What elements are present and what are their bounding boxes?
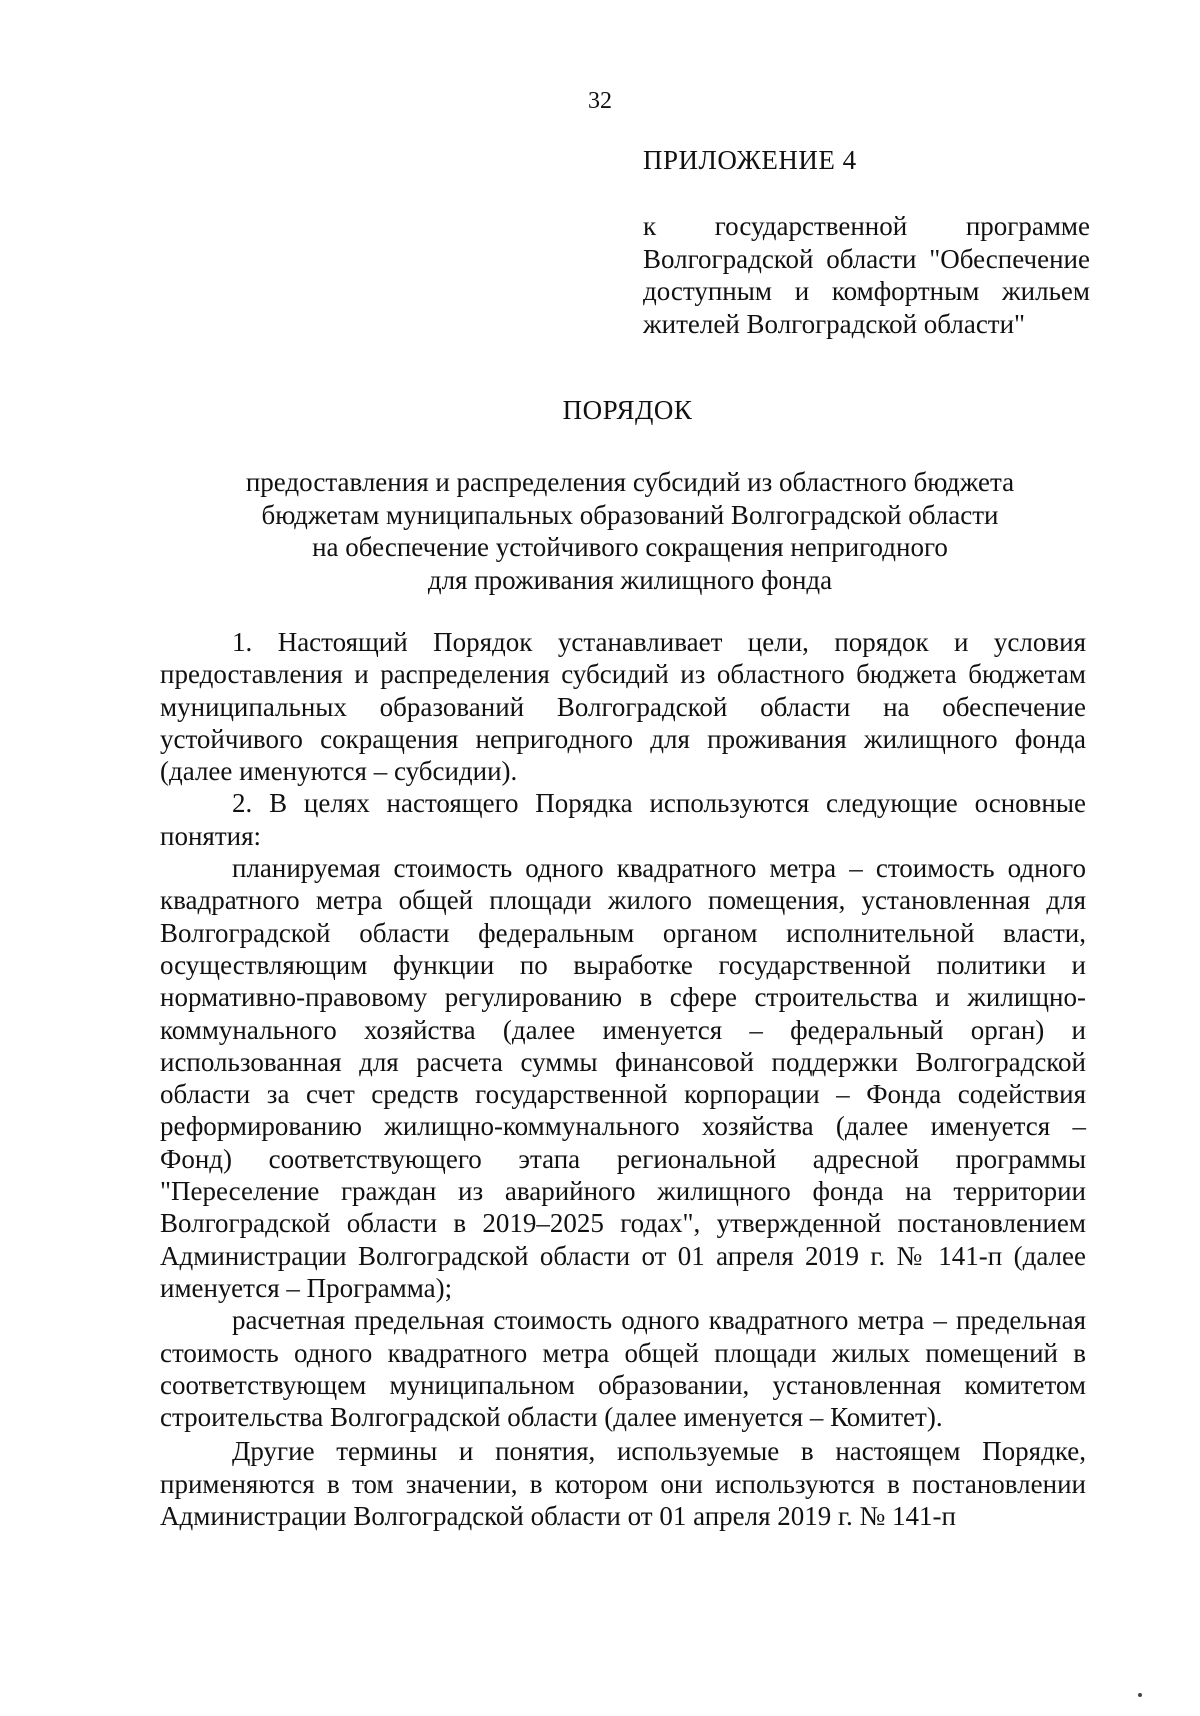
document-title: ПОРЯДОК	[562, 395, 693, 425]
definition-planned-cost: планируемая стоимость одного квадратного метра – стоимость одного квадратного метра общей площади жилого помещения, установленная для Волгоградской области федеральным органом исполнительной власти, осуществляющим функции по выработке государственной политики и нормативно-правовому регулированию в сфере строительства и жилищно-коммунального хозяйства (далее именуется – федеральный орган) и использованная для расчета суммы финансовой поддержки Волгоградской области за счет средств государственной корпорации – Фонда содействия реформированию жилищно-коммунального хозяйства (далее именуется – Фонд) соответствующего этапа региональной адресной программы "Переселение граждан из аварийного жилищного фонда на территории Волгоградской области в 2019–2025 годах", утвержденной постановлением Администрации Волгоградской области от 01 апреля 2019 г. № 141-п (далее именуется – Программа);	[160, 853, 1086, 1303]
document-subtitle	[160, 466, 1100, 596]
scan-dot	[1138, 1693, 1142, 1697]
page-number: 32	[588, 88, 612, 114]
subtitle-line: на обеспечение устойчивого сокращения непригодного	[312, 532, 948, 562]
paragraph-2: 2. В целях настоящего Порядка используются следующие основные понятия:	[160, 788, 1086, 851]
appendix-reference: к государственной программе Волгоградской области "Обеспечение доступным и комфортным жильем жителей Волгоградской области"	[643, 211, 1090, 339]
paragraph-1: 1. Настоящий Порядок устанавливает цели, порядок и условия предоставления и распределения субсидий из областного бюджета бюджетам муниципальных образований Волгоградской области на обеспечение устойчивого сокращения непригодного для проживания жилищного фонда (далее именуются – субсидии).	[160, 627, 1086, 787]
definition-max-cost: расчетная предельная стоимость одного квадратного метра – предельная стоимость одного квадратного метра общей площади жилых помещений в соответствующем муниципальном образовании, установленная комитетом строительства Волгоградской области (далее именуется – Комитет).	[160, 1305, 1086, 1433]
appendix-title: ПРИЛОЖЕНИЕ 4	[643, 145, 857, 175]
subtitle-line: для проживания жилищного фонда	[427, 564, 833, 595]
subtitle-line: предоставления и распределения субсидий из областного бюджета	[245, 467, 1015, 497]
subtitle-line: бюджетам муниципальных образований Волгоградской области	[261, 499, 999, 530]
document-body	[160, 626, 1086, 1532]
paragraph-other-terms: Другие термины и понятия, используемые в настоящем Порядке, применяются в том значении, в котором они используются в постановлении Администрации Волгоградской области от 01 апреля 2019 г. № 141-п	[160, 1436, 1086, 1532]
